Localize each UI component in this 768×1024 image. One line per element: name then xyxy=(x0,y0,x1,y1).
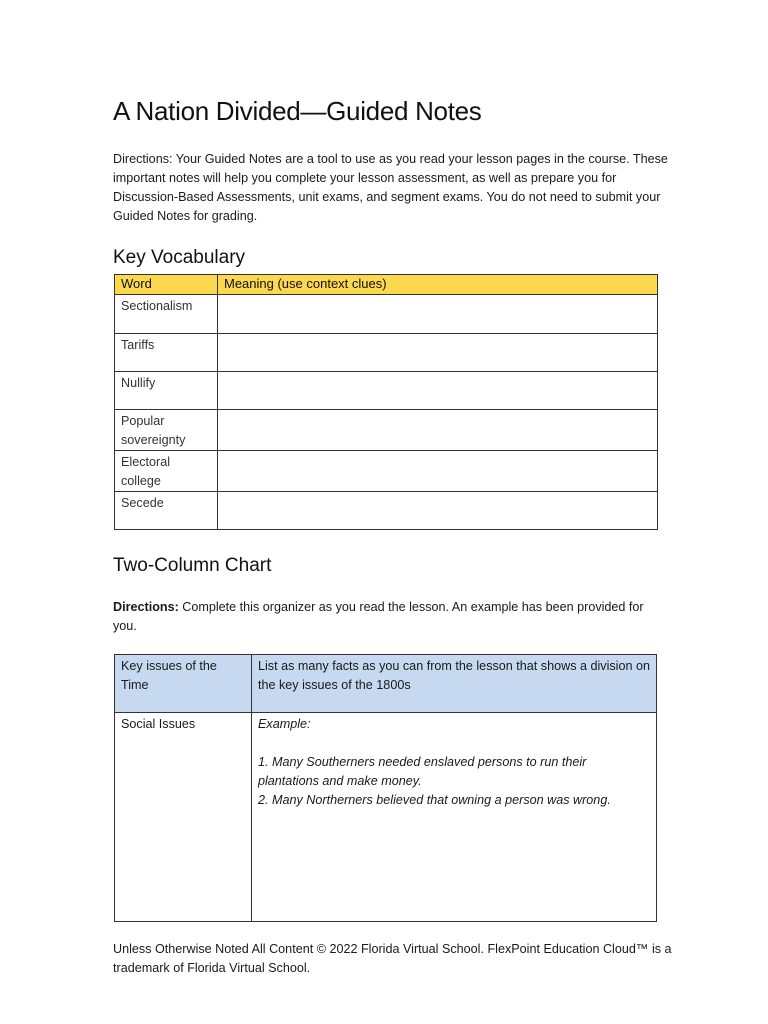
vocabulary-table xyxy=(114,274,658,530)
social-issues-label: Social Issues xyxy=(115,713,252,922)
directions-paragraph: Directions: Your Guided Notes are a tool to use as you read your lesson pages in the course. These important notes will help you complete your lesson assessment, as well as prepare you for Discussion-Based Assessments, unit exams, and segment exams. You do not need to submit your Guided Notes for grading. xyxy=(113,152,668,223)
vocab-meaning-cell[interactable] xyxy=(218,451,658,492)
vocab-meaning-cell[interactable] xyxy=(218,334,658,372)
chart-directions xyxy=(113,598,668,636)
example-fact-2: 2. Many Northerners believed that owning a person was wrong. xyxy=(258,793,611,807)
vocab-word: Popular sovereignty xyxy=(115,410,218,451)
copyright-footer: Unless Otherwise Noted All Content © 2022 Florida Virtual School. FlexPoint Education Cloud™ is a trademark of Florida Virtual School. xyxy=(113,942,672,975)
directions-label: Directions: xyxy=(113,600,179,614)
vocab-meaning-cell[interactable] xyxy=(218,372,658,410)
vocab-word: Electoral college xyxy=(115,451,218,492)
vocab-meaning-cell[interactable] xyxy=(218,492,658,530)
key-vocabulary-heading: Key Vocabulary xyxy=(113,247,246,268)
table-row xyxy=(115,451,658,492)
example-label: Example: xyxy=(258,717,311,731)
table-row xyxy=(115,372,658,410)
vocab-word: Secede xyxy=(115,492,218,530)
vocabulary-header-row xyxy=(115,275,658,295)
two-column-chart-table xyxy=(114,654,657,922)
vocab-word: Nullify xyxy=(115,372,218,410)
vocab-word: Tariffs xyxy=(115,334,218,372)
directions-text: Complete this organizer as you read the lesson. An example has been provided for you. xyxy=(113,600,644,633)
key-issues-column-header: Key issues of the Time xyxy=(115,655,252,713)
table-row xyxy=(115,334,658,372)
page-title: A Nation Divided—Guided Notes xyxy=(113,96,482,126)
blank-line xyxy=(258,734,650,753)
table-row xyxy=(115,295,658,334)
table-row xyxy=(115,492,658,530)
vocab-meaning-cell[interactable] xyxy=(218,410,658,451)
vocab-meaning-cell[interactable] xyxy=(218,295,658,334)
two-column-chart-heading: Two-Column Chart xyxy=(113,555,272,576)
word-column-header: Word xyxy=(115,275,218,295)
vocab-word: Sectionalism xyxy=(115,295,218,334)
table-row xyxy=(115,410,658,451)
table-row xyxy=(115,713,657,922)
facts-column-header: List as many facts as you can from the lesson that shows a division on the key issues of the 1800s xyxy=(252,655,657,713)
chart-header-row xyxy=(115,655,657,713)
social-issues-facts-cell[interactable] xyxy=(252,713,657,922)
example-fact-1: 1. Many Southerners needed enslaved persons to run their plantations and make money. xyxy=(258,755,587,788)
meaning-column-header: Meaning (use context clues) xyxy=(218,275,658,295)
